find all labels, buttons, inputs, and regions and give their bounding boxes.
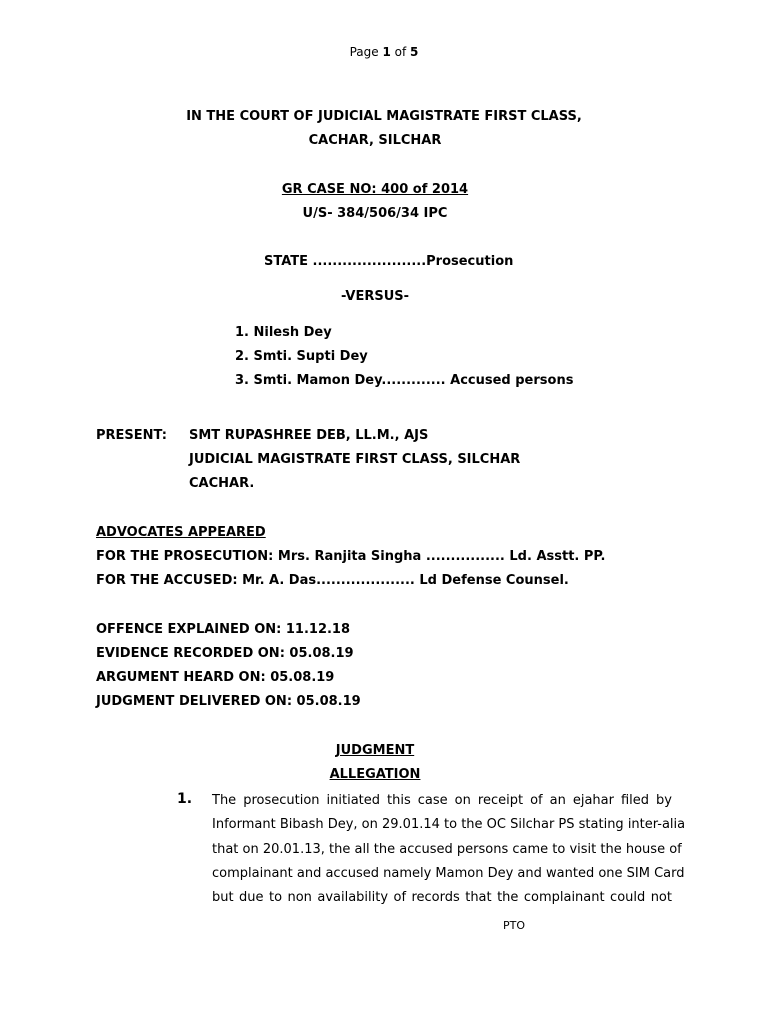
judgment-heading: JUDGMENT: [335, 743, 415, 758]
allegation-heading: ALLEGATION: [329, 767, 421, 782]
court-title-line2: CACHAR, SILCHAR: [308, 133, 442, 148]
paragraph-line: that on 20.01.13, the all the accused persons came to visit the house of: [212, 841, 682, 857]
present-label: PRESENT:: [96, 428, 167, 443]
paragraph-line: but due to non availability of records that the complainant could not: [212, 890, 672, 906]
present-line-2: JUDICIAL MAGISTRATE FIRST CLASS, SILCHAR: [189, 452, 521, 467]
paragraph-line: complainant and accused namely Mamon Dey and wanted one SIM Card: [212, 865, 685, 881]
prosecution-advocate: FOR THE PROSECUTION: Mrs. Ranjita Singha ................ Ld. Asstt. PP.: [96, 549, 606, 564]
accused-item-1: 1. Nilesh Dey: [235, 325, 332, 340]
case-number: GR CASE NO: 400 of 2014: [281, 182, 469, 197]
accused-item-2: 2. Smti. Supti Dey: [235, 349, 368, 364]
court-title-line1: IN THE COURT OF JUDICIAL MAGISTRATE FIRST CLASS,: [186, 109, 582, 124]
pto-footer: PTO: [503, 919, 526, 932]
defense-advocate: FOR THE ACCUSED: Mr. A. Das.................... Ld Defense Counsel.: [96, 573, 569, 588]
accused-item-3: 3. Smti. Mamon Dey............. Accused persons: [235, 373, 574, 388]
paragraph-number: 1.: [177, 791, 193, 807]
allegation-paragraph: [212, 789, 686, 910]
judgment-delivered-date: JUDGMENT DELIVERED ON: 05.08.19: [96, 694, 361, 709]
case-sections: U/S- 384/506/34 IPC: [302, 206, 448, 221]
evidence-recorded-date: EVIDENCE RECORDED ON: 05.08.19: [96, 646, 354, 661]
argument-heard-date: ARGUMENT HEARD ON: 05.08.19: [96, 670, 335, 685]
present-line-3: CACHAR.: [189, 476, 255, 491]
versus-label: -VERSUS-: [340, 289, 410, 304]
present-line-1: SMT RUPASHREE DEB, LL.M., AJS: [189, 428, 429, 443]
paragraph-line: Informant Bibash Dey, on 29.01.14 to the OC Silchar PS stating inter-alia: [212, 817, 686, 833]
offence-explained-date: OFFENCE EXPLAINED ON: 11.12.18: [96, 622, 351, 637]
advocates-heading: ADVOCATES APPEARED: [96, 525, 266, 540]
page-number: Page 1 of 5: [349, 45, 419, 59]
paragraph-line: The prosecution initiated this case on receipt of an ejahar filed by: [212, 793, 672, 808]
state-prosecution-line: STATE .......................Prosecution: [264, 254, 514, 269]
